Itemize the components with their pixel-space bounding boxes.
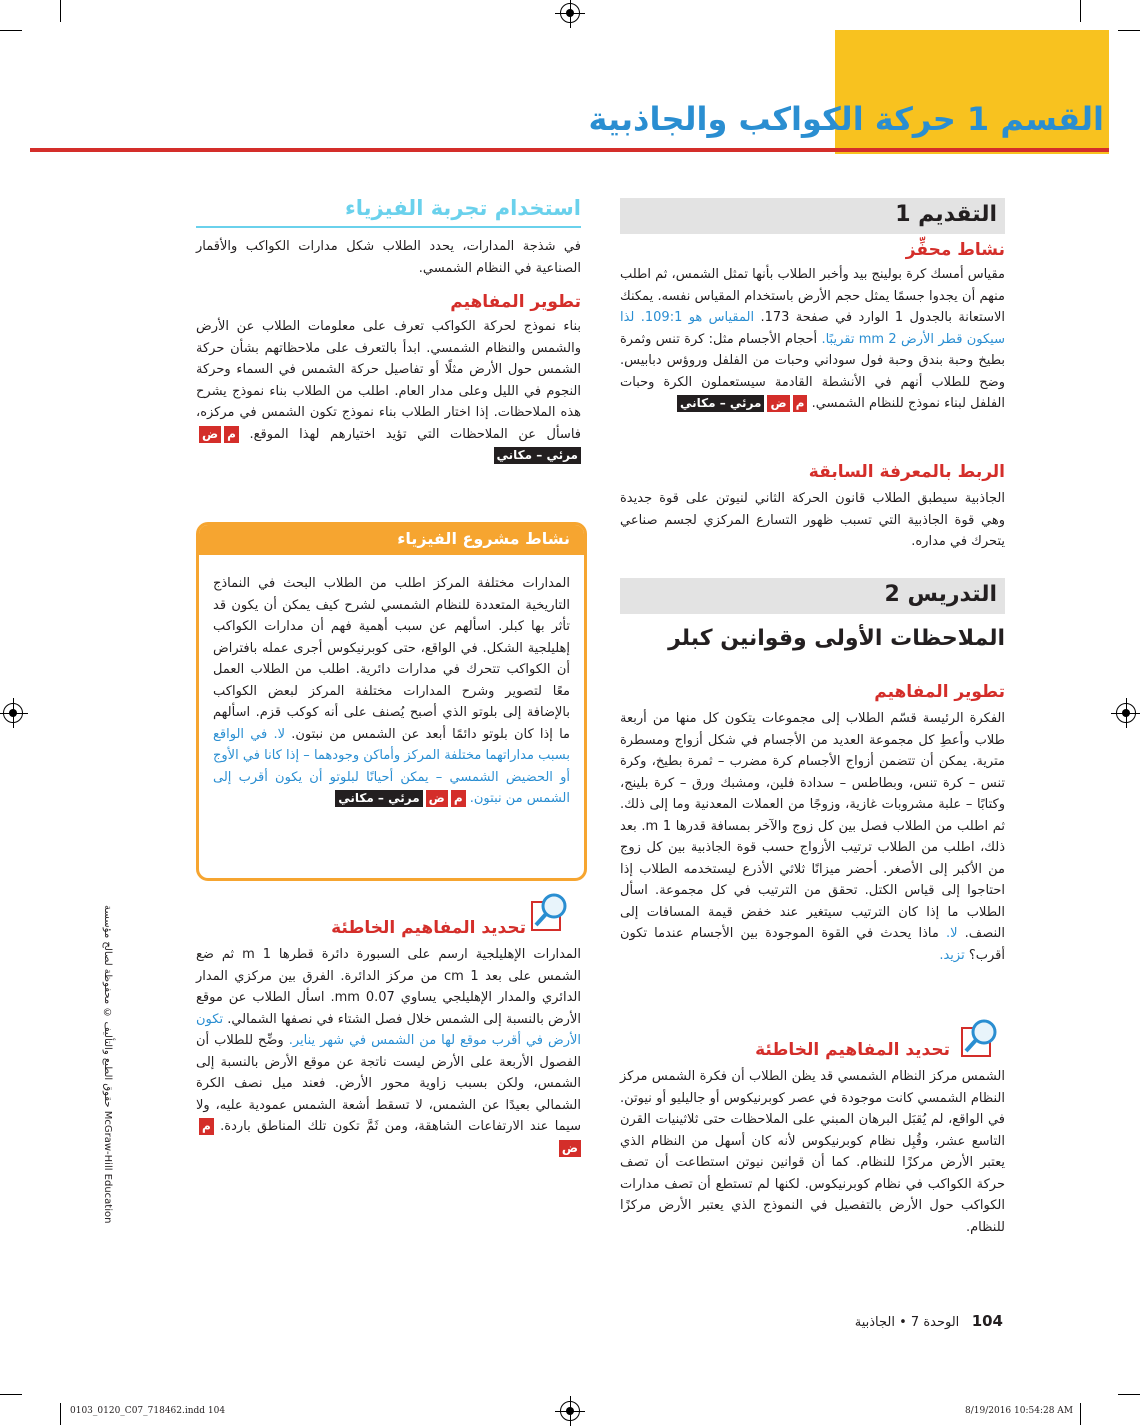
registration-mark-icon — [560, 3, 580, 23]
badge-m: م — [451, 790, 466, 807]
badge-level: مرئي – مكاني — [677, 395, 764, 412]
badge-d: ض — [199, 426, 221, 443]
project-activity-title: نشاط مشروع الفيزياء — [397, 529, 570, 548]
develop-concepts-paragraph: بناء نموذج لحركة الكواكب تعرف على معلومات الطلاب عن الأرض والشمس والنظام الشمسي. ابدأ بالتعرف على ملاحظاتهم بشأن حركة الشمس حول الأرض مثلًا أو تفاصيل حركة الشمس في السماء وحركة النجوم في الليل وعلى مدار العام. اطلب من الطلاب بناء نموذج يشرح هذه الملاحظات. إذا اختار الطلاب بناء نموذج تكون الشمس في مركزه، فاسأل عن الملاحظات التي تؤيد اختيارهم لهذا الموقع. مضمرئي – مكاني — [196, 319, 581, 462]
section-title: 2 التدريس — [884, 582, 997, 607]
badge-d: ض — [767, 395, 789, 412]
section-bar-focus — [620, 198, 1005, 234]
badge-m: م — [224, 426, 239, 443]
magnifier-icon — [530, 892, 570, 932]
badge-d: ض — [559, 1140, 581, 1157]
page-title: القسم 1 حركة الكواكب والجاذبية — [588, 100, 1104, 138]
develop-concepts-heading: تطوير المفاهيم — [450, 292, 581, 312]
crop-mark — [1118, 30, 1140, 31]
crop-mark — [0, 1394, 22, 1395]
misconceptions-paragraph: الشمس مركز النظام الشمسي قد يظن الطلاب أن فكرة الشمس مركز النظام الشمسي كانت موجودة في عصر كوبرنيكوس أو جاليليو أو نيوتن. في الواقع، لم يُقبَل البرهان المبني على الملاحظات حتى ثلاثينيات القرن التاسع عشر، وقُبِل نظام كوبرنيكوس لأنه كان أسهل من النظام الذي يعتبر الأرض مركزًا للنظام. كما أن قوانين نيوتن استطاعت أن تصف حركة الكواكب في نظام كوبرنيكوس. لكنها لم تستطع أن تصف مدارات الكواكب حول الأرض بالتفصيل في النموذج الذي يعتبر الأرض مركزًا للنظام. — [620, 1069, 1005, 1235]
page-number: 104 — [971, 1312, 1003, 1330]
activity-heading: نشاط محفِّز — [905, 240, 1005, 260]
magnifier-icon — [960, 1018, 1000, 1058]
left-title-divider — [196, 226, 581, 228]
left-column-title: استخدام تجربة الفيزياء — [345, 196, 581, 220]
project-activity-box — [196, 522, 587, 881]
misconceptions-paragraph: المدارات الإهليلجية ارسم على السبورة دائرة قطرها 1 m ثم ضع الشمس على بعد 1 cm من مركز الدائرة. الفرق بين مركزي المدار الدائري والمدار الإهليلجي يساوي 0.07 mm. اسأل الطلاب عن موقع الأرض بالنسبة إلى الشمس خلال فصل الشتاء في نصفها الشمالي. تكون الأرض في أقرب موقع لها من الشمس في شهر يناير. وضِّح للطلاب أن الفصول الأربعة على الأرض ليست ناتجة عن موقع الأرض بالنسبة إلى الشمس، ولكن بسبب زاوية محور الأرض. فعند ميل نصف الكرة الشمالي بعيدًا عن الشمس، لا تسقط أشعة الشمس عمودية عليه، ولا سيما عند الارتفاعات الشاهقة، ومن ثَمَّ تكون تلك المناطق باردة. مض — [196, 947, 581, 1155]
crop-mark — [60, 1403, 61, 1425]
copyright-notice: حقوق الطبع والتأليف © محفوظة لصالح مؤسسة McGraw-Hill Education — [102, 905, 113, 1224]
prior-knowledge-paragraph: الجاذبية سيطبق الطلاب قانون الحركة الثاني لنيوتن على قوة جديدة وهي قوة الجاذبية التي تسبب ظهور التسارع المركزي لجسم صناعي يتحرك في مداره. — [620, 491, 1005, 549]
develop-concepts-paragraph: الفكرة الرئيسة قسّم الطلاب إلى مجموعات يتكون كل منها من أربعة طلاب وأعطِ كل مجموعة العديد من الأجسام في شكل أزواج ومسطرة مترية. يمكن أن تتضمن أزواج الأجسام كرة مضرب – ثمرة بطيخ، وكرة تنس – كرة تنس، وبطاطس – سدادة فلين، ومشبك ورق – كرة بلينج، وكتابًا – علبة مشروبات غازية، وزوجًا من العملات المعدنية وما إلى ذلك. ثم اطلب من الطلاب فصل بين كل زوج والآخر بمسافة قدرها 1 m. بعد ذلك، اطلب من الطلاب ترتيب الأزواج حسب قوة الجاذبية بين كل زوج من الأكبر إلى الأصغر. أحضر ميزانًا ثلاثي الأذرع ليستخدمه الطلاب إذا احتاجوا إلى قياس الكتل. تحقق من الترتيب في كل مجموعة. اسأل الطلاب ما إذا كان الترتيب سيتغير عند خفض قيمة المسافات إلى النصف. لا. ماذا يحدث في القوة الموجودة بين الأجسام عندما تكون أقرب؟ تزيد. — [620, 711, 1005, 963]
project-activity-header — [199, 525, 584, 555]
unit-label: الوحدة 7 • الجاذبية — [854, 1315, 960, 1330]
badge-level: مرئي – مكاني — [335, 790, 422, 807]
crop-mark — [60, 0, 61, 22]
file-slug: 0103_0120_C07_718462.indd 104 — [70, 1406, 226, 1416]
lab-intro-paragraph: في شذجة المدارات، يحدد الطلاب شكل مدارات الكواكب والأقمار الصناعية في النظام الشمسي. — [196, 239, 581, 276]
registration-mark-icon — [560, 1401, 580, 1421]
header-divider — [30, 148, 1109, 152]
lesson-subheading: الملاحظات الأولى وقوانين كبلر — [668, 626, 1005, 651]
crop-mark — [1080, 0, 1081, 22]
registration-mark-icon — [1116, 703, 1136, 723]
registration-mark-icon — [3, 703, 23, 723]
crop-mark — [0, 30, 22, 31]
badge-level: مرئي – مكاني — [494, 447, 581, 464]
prior-knowledge-heading: الربط بالمعرفة السابقة — [808, 462, 1005, 482]
crop-mark — [1118, 1394, 1140, 1395]
develop-concepts-heading: تطوير المفاهيم — [874, 682, 1005, 702]
page-footer — [855, 1312, 1003, 1330]
misconceptions-heading: تحديد المفاهيم الخاطئة — [755, 1040, 950, 1060]
section-bar-teach — [620, 578, 1005, 614]
badge-d: ض — [426, 790, 448, 807]
section-title: 1 التقديم — [895, 202, 997, 227]
badge-m: م — [793, 395, 808, 412]
misconceptions-heading: تحديد المفاهيم الخاطئة — [331, 918, 526, 938]
project-activity-paragraph: المدارات مختلفة المركز اطلب من الطلاب البحث في النماذج التاريخية المتعددة للنظام الشمسي لشرح كيف يمكن أن يكون قد تأثر بها كبلر. اسألهم عن سبب أهمية فهم أن مدارات الكواكب إهليلجية الشكل. في الواقع، حتى كوبرنيكوس أجرى عمله بافتراض أن الكواكب تتحرك في مدارات دائرية. اطلب من الطلاب العمل معًا لتصوير وشرح المدارات مختلفة المركز لبعض الكواكب بالإضافة إلى بلوتو الذي أصبح يُصنف على أنه كوكب قزم. اسألهم ما إذا كان بلوتو دائمًا أبعد عن الشمس من نبتون. لا. في الواقع بسبب مداراتهما مختلفة المركز وأماكن وجودهما – إذا كانا في الأوج أو الحضيض الشمسي – يمكن أحيانًا لبلوتو أن يكون أقرب إلى الشمس من نبتون. مضمرئي – مكاني — [213, 576, 570, 806]
crop-mark — [1080, 1403, 1081, 1425]
activity-paragraph: مقياس أمسك كرة بولينج بيد وأخبر الطلاب بأنها تمثل الشمس، ثم اطلب منهم أن يجدوا جسمًا يمثل حجم الأرض باستخدام المقياس نفسه. يمكنك الاستعانة بالجدول 1 الوارد في صفحة 173. المقياس هو 109:1. لذا سيكون قطر الأرض 2 mm تقريبًا. أحجام الأجسام مثل: كرة تنس وثمرة بطيخ وحبة بندق وحبة فول سوداني وحبات من الفلفل وروؤس دبابيس. وضح للطلاب أنهم في الأنشطة القادمة سيستعملون الكرة وحبات الفلفل لبناء نموذج للنظام الشمسي. مضمرئي – مكاني — [619, 267, 1005, 411]
badge-m: م — [199, 1118, 214, 1135]
date-slug: 8/19/2016 10:54:28 AM — [965, 1406, 1074, 1416]
